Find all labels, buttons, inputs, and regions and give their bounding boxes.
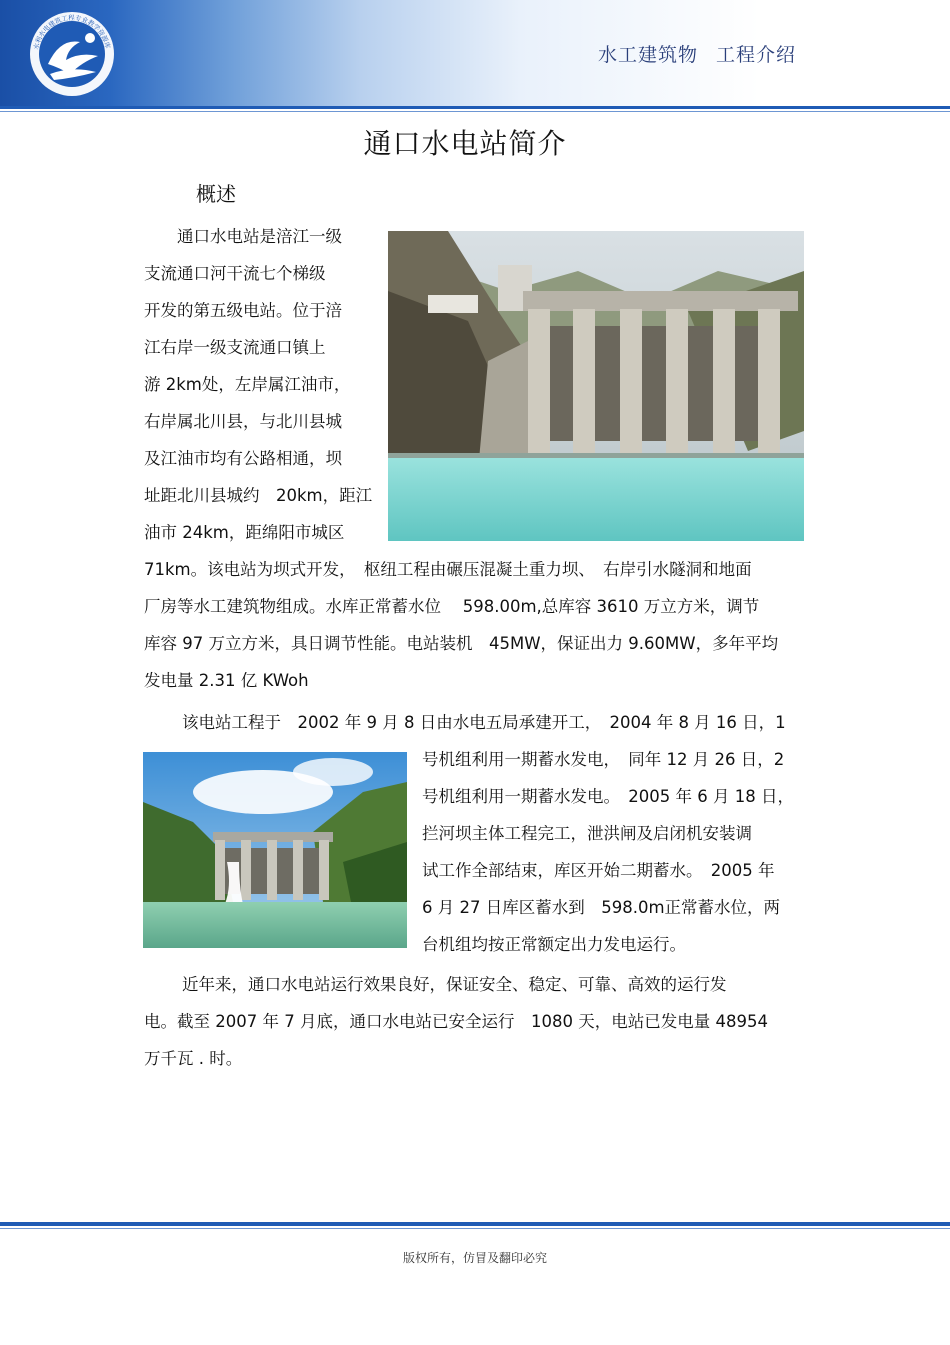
text-line: 号机组利用一期蓄水发电， 同年 12 月 26 日，2: [422, 750, 785, 769]
text-line: 该电站工程于 2002 年 9 月 8 日由水电五局承建开工， 2004 年 8 月 16 日，1: [182, 713, 786, 732]
text-line: 厂房等水工建筑物组成。水库正常蓄水位 598.00m,总库容 3610 万立方米，调节: [144, 597, 760, 616]
text-line: 电。截至 2007 年 7 月底，通口水电站已安全运行 1080 天，电站已发电量 48954: [144, 1012, 768, 1031]
copyright-notice: 版权所有，仿冒及翻印必究: [402, 1251, 547, 1265]
paragraph-overview: [144, 218, 778, 699]
text-line: 71km。该电站为坝式开发， 枢纽工程由碾压混凝土重力坝、 右岸引水隧洞和地面: [144, 560, 752, 579]
header-divider: [0, 106, 950, 109]
section-name: 工程介绍: [716, 44, 797, 66]
school-logo-icon: [20, 8, 124, 100]
header-divider-thin: [0, 111, 950, 112]
text-line: 试工作全部结束，库区开始二期蓄水。 2005 年: [422, 861, 775, 880]
text-line: 发电量 2.31 亿 KWoh: [144, 671, 309, 690]
text-line: 址距北川县城约 20km，距江: [144, 486, 373, 505]
text-line: 拦河坝主体工程完工，泄洪闸及启闭机安装调: [422, 824, 752, 843]
course-name: 水工建筑物: [598, 44, 699, 66]
dam-photo-spillway: [143, 752, 407, 948]
text-line: 万千瓦 . 时。: [144, 1049, 243, 1068]
footer-divider: [0, 1222, 950, 1226]
text-line: 江右岸一级支流通口镇上: [144, 338, 326, 357]
page-header: [0, 0, 950, 106]
document-title: 通口水电站简介: [363, 127, 567, 160]
logo-lettering: 水利水电建筑工程专业教学资源库: [32, 13, 112, 51]
text-line: 库容 97 万立方米，具日调节性能。电站装机 45MW，保证出力 9.60MW，多年平均: [144, 634, 779, 653]
text-line: 油市 24km，距绵阳市城区: [144, 523, 345, 542]
section-heading: 概述: [196, 182, 236, 206]
text-line: 游 2km处，左岸属江油市，: [144, 375, 351, 394]
text-line: 开发的第五级电站。位于涪: [144, 301, 342, 320]
paragraph-construction-first-line: [182, 704, 786, 741]
text-line: 台机组均按正常额定出力发电运行。: [422, 935, 686, 954]
paragraph-construction: [422, 741, 794, 963]
text-line: 通口水电站是涪江一级: [177, 227, 342, 246]
text-line: 右岸属北川县，与北川县城: [144, 412, 342, 431]
text-line: 号机组利用一期蓄水发电。 2005 年 6 月 18 日，: [422, 787, 794, 806]
text-line: 及江油市均有公路相通，坝: [144, 449, 342, 468]
paragraph-operation: [144, 966, 768, 1077]
text-line: 6 月 27 日库区蓄水到 598.0m正常蓄水位，两: [422, 898, 781, 917]
header-title: [598, 40, 796, 67]
text-line: 近年来，通口水电站运行效果良好，保证安全、稳定、可靠、高效的运行发: [182, 975, 727, 994]
text-line: 支流通口河干流七个梯级: [144, 264, 326, 283]
footer-divider-thin: [0, 1228, 950, 1229]
